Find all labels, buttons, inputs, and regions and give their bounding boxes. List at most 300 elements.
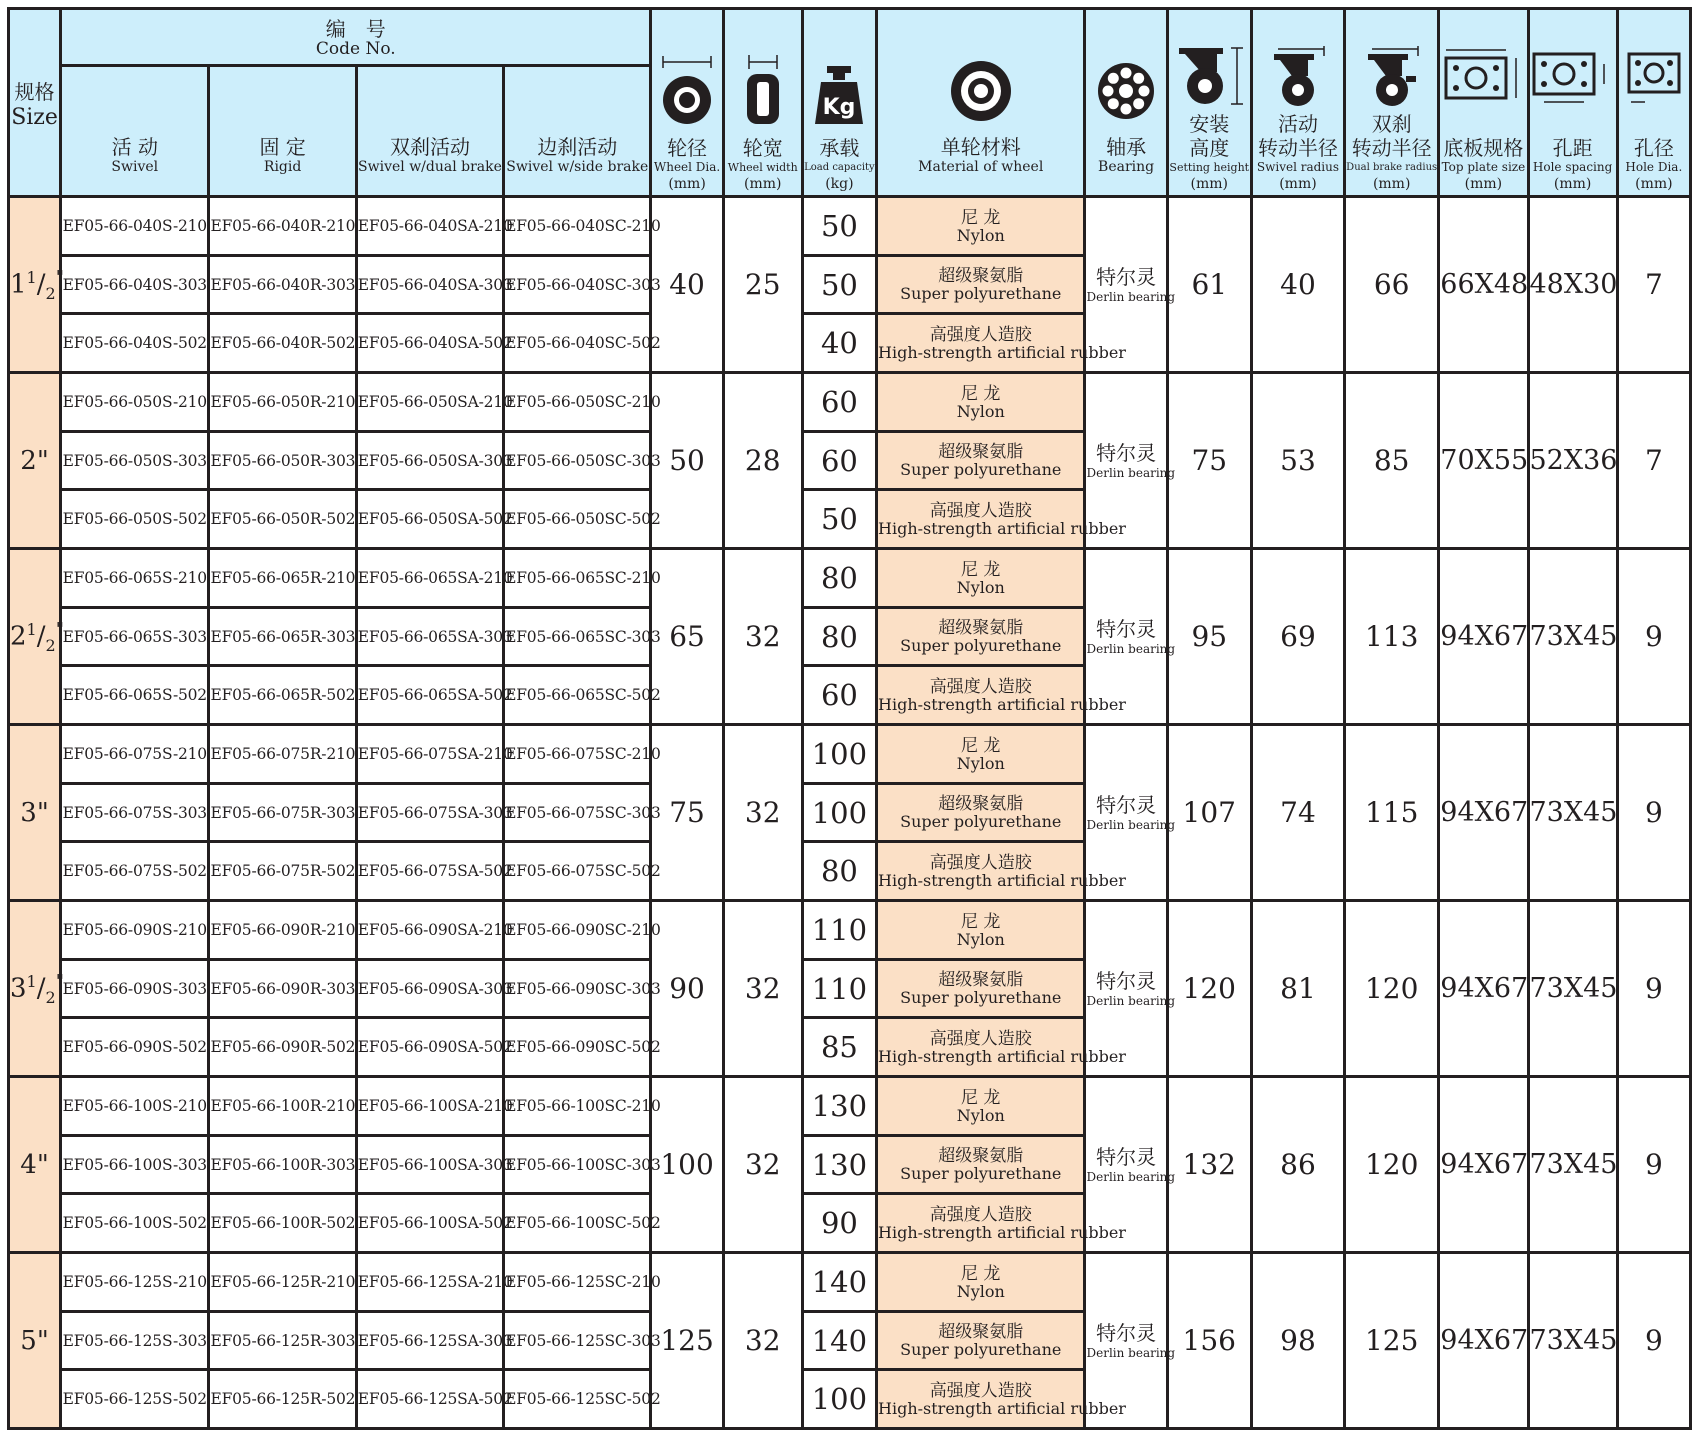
- swivel-radius-cn1: 活动: [1277, 112, 1318, 136]
- material-cn-value: 尼 龙: [961, 207, 1001, 228]
- dual-radius-value: 115: [1345, 725, 1439, 901]
- load-value: 100: [802, 1370, 876, 1429]
- load-value: 50: [802, 490, 876, 549]
- header-hole-dia: [1617, 9, 1690, 197]
- size-slash: /: [36, 269, 46, 300]
- load-value: 100: [802, 725, 876, 784]
- code-cell: EF05-66-075R-303: [209, 784, 356, 842]
- code-cell: EF05-66-040SC-210: [504, 197, 651, 256]
- wheel-ring-icon: [878, 51, 1083, 125]
- wheel-dia-value: 75: [651, 725, 723, 901]
- header-plate: [1439, 9, 1528, 197]
- size-inch-mark: ": [55, 618, 64, 640]
- material-cn-value: 超级聚氨脂: [938, 1146, 1024, 1166]
- bearing-cn-value: 特尔灵: [1096, 792, 1157, 817]
- code-swivel-cn: 活 动: [111, 135, 158, 159]
- code-cell: EF05-66-125SC-303: [504, 1312, 651, 1370]
- code-cell: EF05-66-100SC-502: [504, 1194, 651, 1253]
- material-cell: [877, 197, 1085, 256]
- load-value: 90: [802, 1194, 876, 1253]
- material-cn-value: 尼 龙: [961, 735, 1001, 756]
- code-cell: EF05-66-125SC-210: [504, 1253, 651, 1312]
- code-cell: EF05-66-090R-502: [209, 1018, 356, 1077]
- material-cell: [877, 256, 1085, 314]
- code-cell: EF05-66-125SC-502: [504, 1370, 651, 1429]
- swivel-radius-value: 69: [1251, 549, 1344, 725]
- hole-dia-unit: (mm): [1635, 176, 1673, 192]
- code-cell: EF05-66-090SC-303: [504, 960, 651, 1018]
- hole-spacing-cn: 孔距: [1552, 136, 1593, 160]
- dual-radius-value: 113: [1345, 549, 1439, 725]
- code-rigid-cn: 固 定: [259, 135, 306, 159]
- code-cell: EF05-66-090SA-303: [356, 960, 503, 1018]
- swivel-radius-value: 98: [1251, 1253, 1344, 1429]
- bearing-en-value: Derlin bearing: [1086, 1345, 1176, 1360]
- setting-height-value: 75: [1167, 373, 1251, 549]
- setting-height-cn2: 高度: [1189, 136, 1230, 160]
- code-cell: EF05-66-075S-303: [61, 784, 209, 842]
- load-value: 130: [802, 1136, 876, 1194]
- setting-height-value: 107: [1167, 725, 1251, 901]
- code-cell: EF05-66-040R-210: [209, 197, 356, 256]
- material-cell: [877, 314, 1126, 373]
- dual-radius-en: Dual brake radius: [1346, 162, 1438, 173]
- load-value: 130: [802, 1077, 876, 1136]
- code-cell: EF05-66-065R-502: [209, 666, 356, 725]
- code-cell: EF05-66-090S-502: [61, 1018, 209, 1077]
- load-en: Load capacity: [804, 162, 875, 173]
- material-cn-value: 高强度人造胶: [929, 500, 1032, 521]
- material-en-value: High-strength artificial rubber: [878, 342, 1126, 362]
- code-cell: EF05-66-100SA-502: [356, 1194, 503, 1253]
- header-code-cn: 编 号: [325, 17, 386, 41]
- dual-radius-value: 125: [1345, 1253, 1439, 1429]
- dual-radius-value: 120: [1345, 901, 1439, 1077]
- code-cell: EF05-66-100R-303: [209, 1136, 356, 1194]
- code-cell: EF05-66-100R-502: [209, 1194, 356, 1253]
- hole-dia-cn: 孔径: [1633, 136, 1674, 160]
- material-en-value: Super polyurethane: [900, 1164, 1062, 1183]
- size-slash: /: [36, 973, 46, 1004]
- size-whole: 1: [10, 269, 27, 300]
- bearing-en-value: Derlin bearing: [1086, 289, 1176, 304]
- wheel-width-value: 32: [723, 1077, 802, 1253]
- code-cell: EF05-66-075SA-502: [356, 842, 503, 901]
- plate-value: 94X67: [1439, 901, 1528, 1077]
- plate-cn: 底板规格: [1443, 136, 1524, 160]
- code-cell: EF05-66-075S-210: [61, 725, 209, 784]
- load-value: 50: [802, 197, 876, 256]
- load-value: 60: [802, 432, 876, 490]
- code-cell: EF05-66-050SA-502: [356, 490, 503, 549]
- code-cell: EF05-66-040S-303: [61, 256, 209, 314]
- code-cell: EF05-66-065R-210: [209, 549, 356, 608]
- code-cell: EF05-66-075SA-303: [356, 784, 503, 842]
- material-cell: [877, 725, 1085, 784]
- material-cn-value: 高强度人造胶: [929, 324, 1032, 345]
- material-cn-value: 高强度人造胶: [929, 852, 1032, 873]
- plate-value: 94X67: [1439, 1253, 1528, 1429]
- setting-height-value: 156: [1167, 1253, 1251, 1429]
- dual-radius-value: 120: [1345, 1077, 1439, 1253]
- dual-radius-cn1: 双刹: [1371, 112, 1412, 136]
- table-row: [9, 1253, 1691, 1312]
- load-value: 50: [802, 256, 876, 314]
- table-row: [9, 197, 1691, 256]
- load-value: 110: [802, 960, 876, 1018]
- code-side-en: Swivel w/side brake: [506, 159, 649, 175]
- bearing-en-value: Derlin bearing: [1086, 1169, 1176, 1184]
- size-inch-mark: ": [55, 266, 64, 288]
- swivel-radius-value: 40: [1251, 197, 1344, 373]
- hole-dia-en: Hole Dia.: [1625, 160, 1683, 174]
- code-cell: EF05-66-100S-502: [61, 1194, 209, 1253]
- header-code-dual-brake: [356, 66, 503, 197]
- wheel-width-value: 32: [723, 901, 802, 1077]
- material-cell: [877, 608, 1085, 666]
- bearing-cn-value: 特尔灵: [1096, 440, 1157, 465]
- bearing-en-value: Derlin bearing: [1086, 993, 1176, 1008]
- code-side-cn: 边刹活动: [537, 135, 618, 159]
- caster-spec-table: [7, 7, 1692, 1430]
- material-en-value: Super polyurethane: [900, 636, 1062, 655]
- bearing-en-value: Derlin bearing: [1086, 465, 1176, 480]
- code-cell: EF05-66-090S-303: [61, 960, 209, 1018]
- code-cell: EF05-66-125R-303: [209, 1312, 356, 1370]
- hole-spacing-value: 73X45: [1528, 1253, 1617, 1429]
- code-swivel-en: Swivel: [111, 159, 159, 175]
- code-cell: EF05-66-065R-303: [209, 608, 356, 666]
- hole-spacing-value: 73X45: [1528, 1077, 1617, 1253]
- dual-radius-unit: (mm): [1372, 176, 1411, 192]
- hole-spacing-unit: (mm): [1553, 176, 1592, 192]
- header-size-en: Size: [11, 104, 58, 130]
- material-en-value: Nylon: [956, 577, 1005, 597]
- bearing-cn-value: 特尔灵: [1096, 1144, 1157, 1169]
- material-en-value: Super polyurethane: [900, 284, 1062, 303]
- hole-spacing-value: 73X45: [1528, 725, 1617, 901]
- wheel-dia-value: 90: [651, 901, 723, 1077]
- material-cn: 单轮材料: [940, 135, 1021, 159]
- size-inch-mark: ": [55, 970, 64, 992]
- material-cell: [877, 432, 1085, 490]
- setting-height-en: Setting height: [1169, 161, 1250, 174]
- bearing-en-value: Derlin bearing: [1086, 817, 1176, 832]
- table-row: [9, 901, 1691, 960]
- load-cn: 承载: [819, 136, 860, 160]
- code-cell: EF05-66-100SC-210: [504, 1077, 651, 1136]
- bearing-cn-value: 特尔灵: [1096, 616, 1157, 641]
- weight-icon-label: Kg: [823, 95, 856, 120]
- material-en-value: Super polyurethane: [900, 1340, 1062, 1359]
- load-value: 80: [802, 549, 876, 608]
- code-cell: EF05-66-050S-210: [61, 373, 209, 432]
- code-cell: EF05-66-065SA-303: [356, 608, 503, 666]
- bearing-cn-value: 特尔灵: [1096, 1320, 1157, 1345]
- bearing-en-value: Derlin bearing: [1086, 641, 1176, 656]
- header-material: [877, 9, 1085, 197]
- code-cell: EF05-66-050R-502: [209, 490, 356, 549]
- material-en-value: High-strength artificial rubber: [878, 1222, 1126, 1242]
- hole-dia-value: 9: [1617, 901, 1690, 1077]
- table-row: [9, 725, 1691, 784]
- wheel-width-en: Wheel width: [727, 161, 798, 174]
- material-cell: [877, 784, 1085, 842]
- swivel-radius-value: 86: [1251, 1077, 1344, 1253]
- wheel-dia-value: 65: [651, 549, 723, 725]
- header-code-swivel: [61, 66, 209, 197]
- wheel-dia-icon: [652, 52, 721, 126]
- code-cell: EF05-66-065S-210: [61, 549, 209, 608]
- size-value: 3": [20, 797, 49, 828]
- header-bearing: [1085, 9, 1167, 197]
- setting-height-unit: (mm): [1190, 176, 1228, 192]
- material-en-value: Nylon: [956, 401, 1005, 421]
- bearing-en: Bearing: [1098, 159, 1155, 175]
- size-denominator: 2: [45, 635, 56, 655]
- code-cell: EF05-66-065S-502: [61, 666, 209, 725]
- code-cell: EF05-66-040SA-210: [356, 197, 503, 256]
- load-value: 60: [802, 666, 876, 725]
- code-cell: EF05-66-090SC-210: [504, 901, 651, 960]
- wheel-width-value: 28: [723, 373, 802, 549]
- material-cell: [877, 1194, 1126, 1253]
- header-code-side-brake: [504, 66, 651, 197]
- size-value: 5": [20, 1325, 49, 1356]
- swivel-radius-cn2: 转动半径: [1257, 136, 1338, 160]
- code-cell: EF05-66-075SC-303: [504, 784, 651, 842]
- code-cell: EF05-66-050SC-303: [504, 432, 651, 490]
- swivel-radius-en: Swivel radius: [1256, 160, 1340, 174]
- code-rigid-en: Rigid: [263, 159, 302, 175]
- setting-height-cn1: 安装: [1189, 112, 1230, 136]
- plate-value: 66X48: [1439, 197, 1528, 373]
- material-cn-value: 尼 龙: [961, 911, 1001, 932]
- plate-value: 94X67: [1439, 1077, 1528, 1253]
- material-en-value: Super polyurethane: [900, 460, 1062, 479]
- load-value: 140: [802, 1253, 876, 1312]
- load-unit: (kg): [825, 176, 854, 192]
- material-cell: [877, 1253, 1085, 1312]
- hole-spacing-value: 52X36: [1528, 373, 1617, 549]
- plate-value: 70X55: [1439, 373, 1528, 549]
- header-code-no: [61, 9, 651, 66]
- load-value: 85: [802, 1018, 876, 1077]
- code-cell: EF05-66-100R-210: [209, 1077, 356, 1136]
- material-en-value: High-strength artificial rubber: [878, 870, 1126, 890]
- hole-spacing-icon: [1530, 46, 1616, 108]
- code-cell: EF05-66-040S-210: [61, 197, 209, 256]
- setting-height-value: 61: [1167, 197, 1251, 373]
- size-value: 2": [20, 445, 49, 476]
- code-cell: EF05-66-075SC-502: [504, 842, 651, 901]
- header-code-rigid: [209, 66, 356, 197]
- swivel-radius-unit: (mm): [1279, 176, 1317, 192]
- table-row: [9, 549, 1691, 608]
- size-numerator: 1: [26, 267, 37, 287]
- bearing-icon: [1086, 51, 1165, 125]
- wheel-width-unit: (mm): [743, 176, 782, 192]
- hole-dia-value: 9: [1617, 725, 1690, 901]
- code-cell: EF05-66-065SC-502: [504, 666, 651, 725]
- material-cell: [877, 960, 1085, 1018]
- material-cell: [877, 490, 1126, 549]
- material-cn-value: 尼 龙: [961, 1087, 1001, 1108]
- size-cell: [9, 197, 64, 373]
- code-cell: EF05-66-040SA-502: [356, 314, 503, 373]
- size-cell: [9, 1253, 61, 1429]
- plate-value: 94X67: [1439, 725, 1528, 901]
- code-cell: EF05-66-040SA-303: [356, 256, 503, 314]
- wheel-width-cn: 轮宽: [742, 136, 783, 160]
- material-cn-value: 尼 龙: [961, 383, 1001, 404]
- dual-radius-value: 85: [1345, 373, 1439, 549]
- material-cn-value: 高强度人造胶: [929, 1380, 1032, 1401]
- wheel-width-value: 32: [723, 725, 802, 901]
- size-denominator: 2: [45, 987, 56, 1007]
- load-value: 80: [802, 842, 876, 901]
- size-whole: 2: [10, 621, 27, 652]
- hole-dia-icon: [1619, 46, 1689, 108]
- material-cell: [877, 373, 1085, 432]
- code-cell: EF05-66-050R-210: [209, 373, 356, 432]
- size-denominator: 2: [45, 283, 56, 303]
- material-cell: [877, 1370, 1126, 1429]
- code-cell: EF05-66-100SC-303: [504, 1136, 651, 1194]
- code-cell: EF05-66-040SC-502: [504, 314, 651, 373]
- code-cell: EF05-66-125S-210: [61, 1253, 209, 1312]
- plate-value: 94X67: [1439, 549, 1528, 725]
- material-cell: [877, 901, 1085, 960]
- material-cn-value: 超级聚氨脂: [938, 970, 1024, 990]
- code-cell: EF05-66-125SA-303: [356, 1312, 503, 1370]
- wheel-width-value: 32: [723, 1253, 802, 1429]
- header-setting-height: [1167, 9, 1251, 197]
- material-cell: [877, 1312, 1085, 1370]
- wheel-dia-value: 100: [651, 1077, 723, 1253]
- code-cell: EF05-66-100SA-210: [356, 1077, 503, 1136]
- swivel-radius-icon: [1253, 46, 1343, 108]
- hole-dia-value: 9: [1617, 549, 1690, 725]
- top-plate-icon: [1440, 46, 1526, 108]
- code-cell: EF05-66-125SA-502: [356, 1370, 503, 1429]
- material-en-value: High-strength artificial rubber: [878, 518, 1126, 538]
- code-cell: EF05-66-125R-502: [209, 1370, 356, 1429]
- swivel-radius-value: 74: [1251, 725, 1344, 901]
- bearing-cn: 轴承: [1106, 135, 1147, 159]
- code-cell: EF05-66-075S-502: [61, 842, 209, 901]
- material-en-value: Super polyurethane: [900, 988, 1062, 1007]
- size-slash: /: [36, 621, 46, 652]
- material-cell: [877, 1077, 1085, 1136]
- code-cell: EF05-66-050S-502: [61, 490, 209, 549]
- bearing-cn-value: 特尔灵: [1096, 968, 1157, 993]
- material-cn-value: 超级聚氨脂: [938, 794, 1024, 814]
- wheel-dia-value: 40: [651, 197, 723, 373]
- size-whole: 3: [10, 973, 27, 1004]
- setting-height-value: 95: [1167, 549, 1251, 725]
- code-cell: EF05-66-075R-502: [209, 842, 356, 901]
- dual-radius-value: 66: [1345, 197, 1439, 373]
- code-dual-cn: 双刹活动: [389, 135, 470, 159]
- code-cell: EF05-66-090R-210: [209, 901, 356, 960]
- material-cell: [877, 549, 1085, 608]
- code-cell: EF05-66-065SA-502: [356, 666, 503, 725]
- wheel-width-value: 32: [723, 549, 802, 725]
- material-cn-value: 高强度人造胶: [929, 676, 1032, 697]
- code-cell: EF05-66-090R-303: [209, 960, 356, 1018]
- material-en-value: Super polyurethane: [900, 812, 1062, 831]
- code-cell: EF05-66-050SA-210: [356, 373, 503, 432]
- plate-unit: (mm): [1464, 176, 1503, 192]
- code-cell: EF05-66-075SA-210: [356, 725, 503, 784]
- material-cell: [877, 1018, 1126, 1077]
- table-body: [9, 197, 1691, 1429]
- table-row: [9, 373, 1691, 432]
- material-en-value: Nylon: [956, 225, 1005, 245]
- setting-height-value: 132: [1167, 1077, 1251, 1253]
- header-swivel-radius: [1251, 9, 1344, 197]
- code-cell: EF05-66-065SC-303: [504, 608, 651, 666]
- material-en-value: High-strength artificial rubber: [878, 694, 1126, 714]
- plate-en: Top plate size: [1441, 160, 1526, 174]
- material-en-value: High-strength artificial rubber: [878, 1046, 1126, 1066]
- size-cell: [9, 1077, 61, 1253]
- setting-height-value: 120: [1167, 901, 1251, 1077]
- load-value: 40: [802, 314, 876, 373]
- size-numerator: 1: [26, 971, 37, 991]
- load-value: 110: [802, 901, 876, 960]
- dual-radius-cn2: 转动半径: [1351, 136, 1432, 160]
- bearing-cn-value: 特尔灵: [1096, 264, 1157, 289]
- material-cn-value: 尼 龙: [961, 1263, 1001, 1284]
- code-cell: EF05-66-040S-502: [61, 314, 209, 373]
- code-cell: EF05-66-050R-303: [209, 432, 356, 490]
- swivel-radius-value: 53: [1251, 373, 1344, 549]
- code-cell: EF05-66-040R-502: [209, 314, 356, 373]
- code-cell: EF05-66-100S-303: [61, 1136, 209, 1194]
- wheel-width-value: 25: [723, 197, 802, 373]
- material-en: Material of wheel: [918, 159, 1044, 175]
- code-cell: EF05-66-050SC-502: [504, 490, 651, 549]
- size-cell: [9, 725, 61, 901]
- material-cell: [877, 666, 1126, 725]
- code-cell: EF05-66-125S-502: [61, 1370, 209, 1429]
- material-en-value: High-strength artificial rubber: [878, 1398, 1126, 1418]
- material-en-value: Nylon: [956, 753, 1005, 773]
- size-value: 4": [20, 1149, 49, 1180]
- code-cell: EF05-66-040R-303: [209, 256, 356, 314]
- code-cell: EF05-66-050SC-210: [504, 373, 651, 432]
- hole-dia-value: 7: [1617, 197, 1690, 373]
- material-cn-value: 超级聚氨脂: [938, 618, 1024, 638]
- code-cell: EF05-66-075R-210: [209, 725, 356, 784]
- size-cell: [9, 901, 64, 1077]
- material-cn-value: 高强度人造胶: [929, 1028, 1032, 1049]
- hole-spacing-value: 73X45: [1528, 901, 1617, 1077]
- material-cell: [877, 842, 1126, 901]
- header-code-en: Code No.: [315, 39, 396, 59]
- code-cell: EF05-66-100S-210: [61, 1077, 209, 1136]
- wheel-dia-value: 125: [651, 1253, 723, 1429]
- size-cell: [9, 549, 64, 725]
- code-cell: EF05-66-065SA-210: [356, 549, 503, 608]
- code-cell: EF05-66-125R-210: [209, 1253, 356, 1312]
- hole-spacing-en: Hole spacing: [1532, 160, 1613, 174]
- caster-height-icon: [1169, 46, 1250, 108]
- wheel-dia-cn: 轮径: [667, 136, 708, 160]
- material-cn-value: 超级聚氨脂: [938, 266, 1024, 286]
